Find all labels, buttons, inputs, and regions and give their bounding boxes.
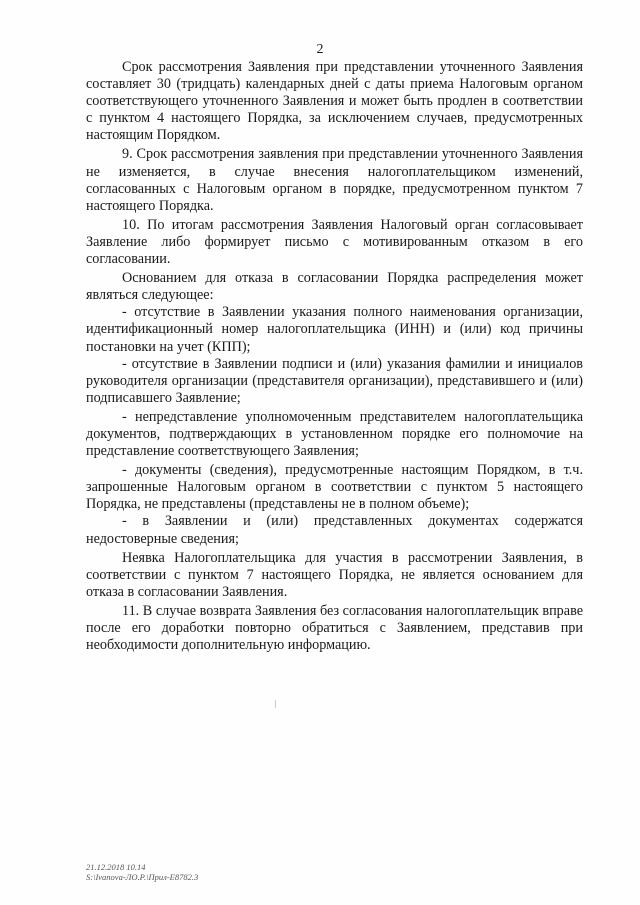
list-item-false-information: - в Заявлении и (или) представленных документах содержатся недостоверные сведения; bbox=[86, 513, 583, 547]
paragraph-non-appearance: Неявка Налогоплательщика для участия в рассмотрении Заявления, в соответствии с пунктом 7 настоящего Порядка, не является основанием для отказа в согласовании Заявления. bbox=[86, 549, 583, 600]
list-item-missing-name-inn-kpp: - отсутствие в Заявлении указания полного наименования организации, идентификационный номер налогоплательщика (ИНН) и (или) код причины постановки на учет (КПП); bbox=[86, 304, 583, 355]
paragraph-review-period-clarified: Срок рассмотрения Заявления при представлении уточненного Заявления составляет 30 (тридцать) календарных дней с даты приема Налоговым органом соответствующего уточненного Заявления и может быть продлен в соответствии с пунктом 4 настоящего Порядка, за исключением случаев, предусмотренных настоящим Порядком. bbox=[86, 59, 583, 144]
document-body bbox=[86, 59, 583, 654]
paragraph-item-9: 9. Срок рассмотрения заявления при представлении уточненного Заявления не изменяется, в случае внесения налогоплательщиком изменений, согласованных с Налоговым органом в порядке, предусмотренном пунктом 7 настоящего Порядка. bbox=[86, 146, 583, 214]
scan-speck bbox=[275, 700, 276, 708]
footer-file-path: S:\Ivanova-ЛО.Р.\Прил-Е8782.3 bbox=[86, 872, 199, 882]
page-number: 2 bbox=[316, 42, 324, 57]
paragraph-refusal-grounds-intro: Основанием для отказа в согласовании Порядка распределения может являться следующее: bbox=[86, 270, 583, 304]
list-item-missing-signature: - отсутствие в Заявлении подписи и (или) указания фамилии и инициалов руководителя организации (представителя организации), представившего и (или) подписавшего Заявление; bbox=[86, 355, 583, 406]
file-stamp-footer bbox=[86, 862, 198, 882]
paragraph-item-11: 11. В случае возврата Заявления без согласования налогоплательщик вправе после его доработки повторно обратиться с Заявлением, представив при необходимости дополнительную информацию. bbox=[86, 602, 583, 654]
list-item-no-authority-documents: - непредставление уполномоченным представителем налогоплательщика документов, подтверждающих в установленном порядке его полномочие на представление соответствующего Заявления; bbox=[86, 408, 583, 460]
list-item-documents-not-submitted: - документы (сведения), предусмотренные настоящим Порядком, в т.ч. запрошенные Налоговым органом в соответствии с пунктом 5 настоящего Порядка, не представлены (представлены не в полном объеме); bbox=[86, 462, 583, 513]
footer-timestamp: 21.12.2018 10.14 bbox=[86, 862, 146, 872]
paragraph-item-10: 10. По итогам рассмотрения Заявления Налоговый орган согласовывает Заявление либо формирует письмо с мотивированным отказом в его согласовании. bbox=[86, 216, 583, 268]
